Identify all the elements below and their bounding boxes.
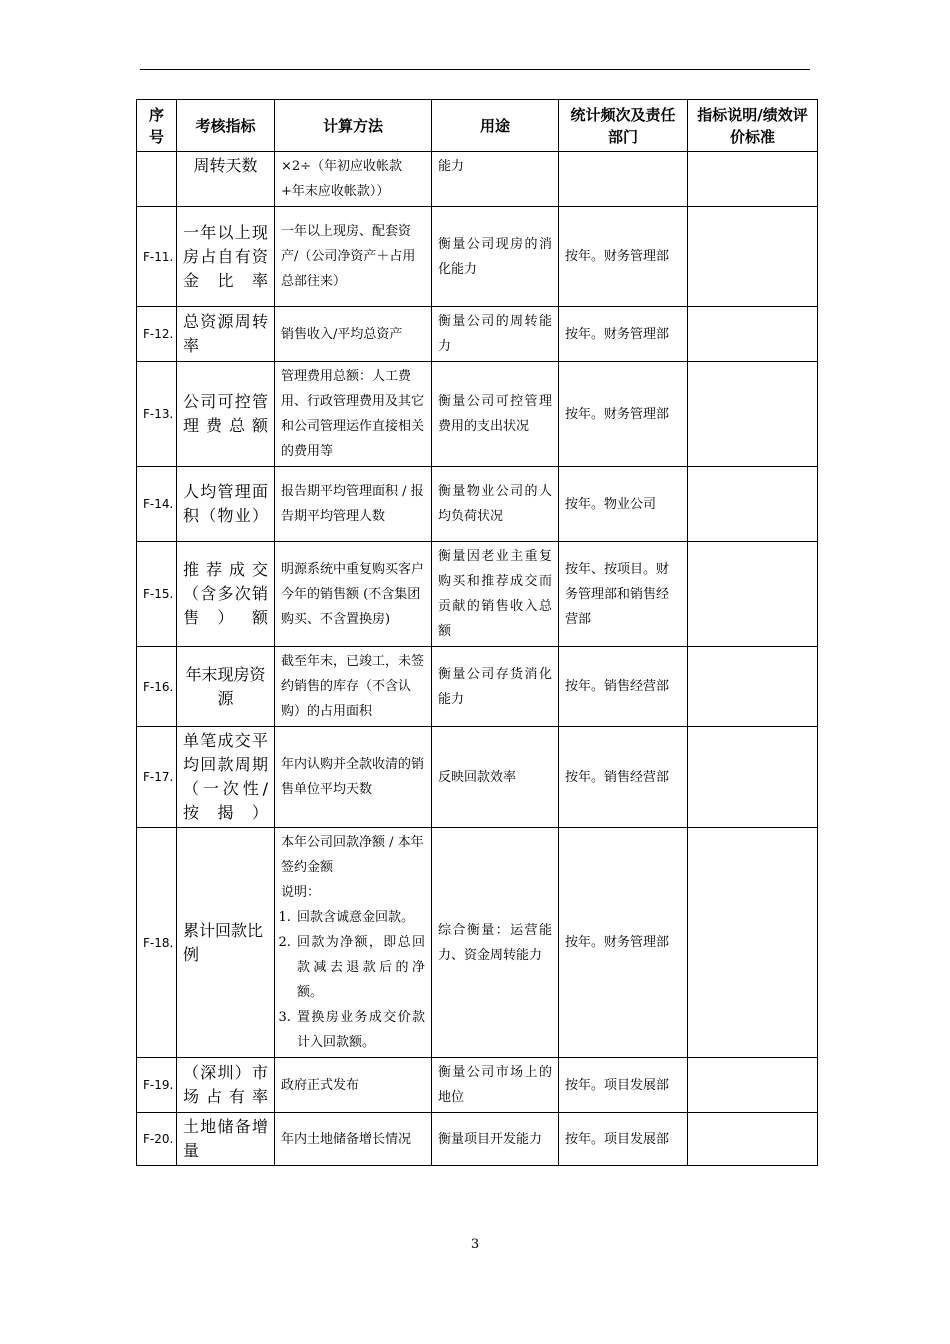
row-usage: 衡量公司现房的消化能力 bbox=[432, 207, 559, 307]
row-code: F-20. bbox=[137, 1113, 177, 1166]
row-indicator: （深圳）市场占有率 bbox=[177, 1058, 275, 1113]
row-method: 管理费用总额：人工费用、行政管理费用及其它和公司管理运作直接相关的费用等 bbox=[275, 362, 432, 467]
row-dept: 按年。财务管理部 bbox=[559, 307, 688, 362]
row-usage: 反映回款效率 bbox=[432, 727, 559, 828]
header-notes: 指标说明/绩效评价标准 bbox=[688, 100, 818, 152]
header-seq: 序号 bbox=[137, 100, 177, 152]
table-row bbox=[137, 307, 818, 362]
row-method: 一年以上现房、配套资产/（公司净资产＋占用总部往来） bbox=[275, 207, 432, 307]
method-formula: 本年公司回款净额 / 本年签约金额 bbox=[281, 835, 424, 875]
row-usage: 衡量项目开发能力 bbox=[432, 1113, 559, 1166]
row-indicator: 周转天数 bbox=[177, 152, 275, 207]
row-dept: 按年。项目发展部 bbox=[559, 1058, 688, 1113]
row-code: F-11. bbox=[137, 207, 177, 307]
row-dept: 按年。物业公司 bbox=[559, 467, 688, 542]
row-code: F-16. bbox=[137, 647, 177, 727]
kpi-table bbox=[136, 99, 818, 1166]
row-indicator: 公司可控管理费总额 bbox=[177, 362, 275, 467]
list-item: 2. 回款为净额，即总回款减去退款后的净额。 bbox=[295, 930, 425, 1005]
row-note bbox=[688, 1058, 818, 1113]
row-dept: 按年。财务管理部 bbox=[559, 362, 688, 467]
row-note bbox=[688, 542, 818, 647]
row-indicator: 土地储备增量 bbox=[177, 1113, 275, 1166]
row-indicator: 累计回款比例 bbox=[177, 828, 275, 1058]
row-note bbox=[688, 1113, 818, 1166]
row-method: 销售收入/平均总资产 bbox=[275, 307, 432, 362]
table-row bbox=[137, 1113, 818, 1166]
row-note bbox=[688, 828, 818, 1058]
row-indicator: 一年以上现房占自有资金比率 bbox=[177, 207, 275, 307]
header-rule bbox=[140, 69, 810, 70]
row-note bbox=[688, 467, 818, 542]
row-dept: 按年。财务管理部 bbox=[559, 207, 688, 307]
row-indicator: 推荐成交（含多次销售）额 bbox=[177, 542, 275, 647]
header-indicator: 考核指标 bbox=[177, 100, 275, 152]
row-note bbox=[688, 207, 818, 307]
row-dept: 按年。销售经营部 bbox=[559, 647, 688, 727]
row-usage: 衡量因老业主重复购买和推荐成交而贡献的销售收入总额 bbox=[432, 542, 559, 647]
header-usage: 用途 bbox=[432, 100, 559, 152]
row-code: F-15. bbox=[137, 542, 177, 647]
row-code: F-17. bbox=[137, 727, 177, 828]
row-code: F-19. bbox=[137, 1058, 177, 1113]
row-code: F-13. bbox=[137, 362, 177, 467]
row-note bbox=[688, 307, 818, 362]
table-row bbox=[137, 828, 818, 1058]
table-row bbox=[137, 467, 818, 542]
row-note bbox=[688, 647, 818, 727]
row-code: F-18. bbox=[137, 828, 177, 1058]
row-indicator: 单笔成交平均回款周期（一次性/按揭） bbox=[177, 727, 275, 828]
row-method: 年内土地储备增长情况 bbox=[275, 1113, 432, 1166]
row-code bbox=[137, 152, 177, 207]
row-indicator: 年末现房资源 bbox=[177, 647, 275, 727]
row-method: 政府正式发布 bbox=[275, 1058, 432, 1113]
row-code: F-12. bbox=[137, 307, 177, 362]
row-method: 明源系统中重复购买客户今年的销售额 (不含集团购买、不含置换房) bbox=[275, 542, 432, 647]
row-usage: 衡量物业公司的人均负荷状况 bbox=[432, 467, 559, 542]
row-dept: 按年。项目发展部 bbox=[559, 1113, 688, 1166]
header-row bbox=[137, 100, 818, 152]
row-usage: 衡量公司市场上的地位 bbox=[432, 1058, 559, 1113]
method-note-label: 说明： bbox=[281, 885, 321, 900]
row-usage: 衡量公司存货消化能力 bbox=[432, 647, 559, 727]
list-item: 3. 置换房业务成交价款计入回款额。 bbox=[295, 1005, 425, 1055]
row-dept bbox=[559, 152, 688, 207]
row-usage: 能力 bbox=[432, 152, 559, 207]
row-note bbox=[688, 152, 818, 207]
table-row bbox=[137, 727, 818, 828]
table-row bbox=[137, 542, 818, 647]
header-method: 计算方法 bbox=[275, 100, 432, 152]
row-note bbox=[688, 727, 818, 828]
table-row bbox=[137, 647, 818, 727]
table-row bbox=[137, 152, 818, 207]
row-code: F-14. bbox=[137, 467, 177, 542]
row-note bbox=[688, 362, 818, 467]
row-dept: 按年、按项目。财务管理部和销售经营部 bbox=[559, 542, 688, 647]
row-dept: 按年。财务管理部 bbox=[559, 828, 688, 1058]
table-row bbox=[137, 1058, 818, 1113]
table-row bbox=[137, 207, 818, 307]
list-item: 1. 回款含诚意金回款。 bbox=[295, 905, 425, 930]
row-method: 年内认购并全款收清的销售单位平均天数 bbox=[275, 727, 432, 828]
row-dept: 按年。销售经营部 bbox=[559, 727, 688, 828]
row-usage: 衡量公司可控管理费用的支出状况 bbox=[432, 362, 559, 467]
header-frequency: 统计频次及责任部门 bbox=[559, 100, 688, 152]
method-notes-list bbox=[281, 905, 425, 1055]
row-usage: 衡量公司的周转能力 bbox=[432, 307, 559, 362]
row-usage: 综合衡量：运营能力、资金周转能力 bbox=[432, 828, 559, 1058]
row-indicator: 人均管理面积（物业） bbox=[177, 467, 275, 542]
table-row bbox=[137, 362, 818, 467]
row-method bbox=[275, 828, 432, 1058]
row-method: 报告期平均管理面积 / 报告期平均管理人数 bbox=[275, 467, 432, 542]
row-method: 截至年末，已竣工，未签约销售的库存（不含认购）的占用面积 bbox=[275, 647, 432, 727]
page-number: 3 bbox=[470, 1237, 480, 1252]
row-method: ×2÷（年初应收帐款+年末应收帐款）） bbox=[275, 152, 432, 207]
row-indicator: 总资源周转率 bbox=[177, 307, 275, 362]
